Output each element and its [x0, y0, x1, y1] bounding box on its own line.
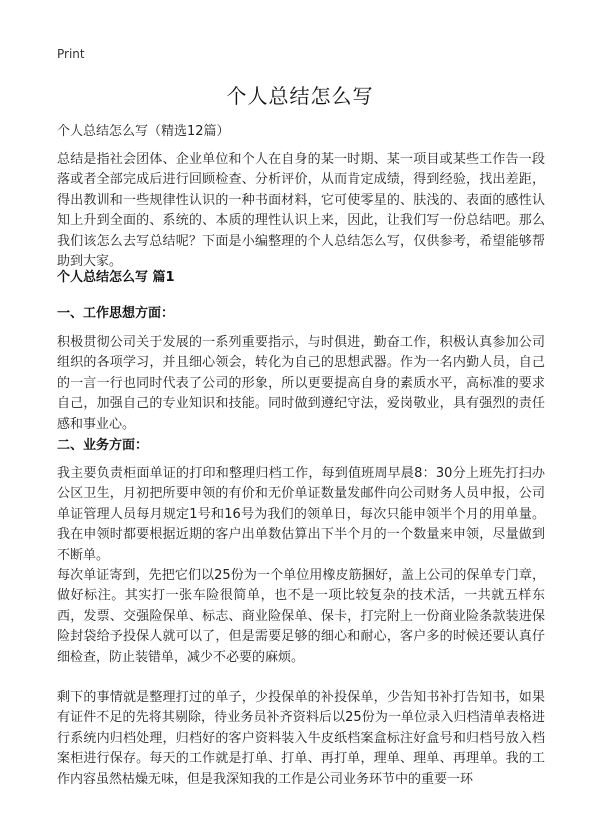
section-heading-work-thinking: 一、工作思想方面： — [57, 306, 175, 321]
intro-paragraph: 总结是指社会团体、企业单位和个人在自身的某一时期、某一项目或某些工作告一段落或者全部完成后进行回顾检查、分析评价，从而肯定成绩，得到经验，找出差距，得出教训和一些规律性认识的一种书面材料，它可使零星的、肤浅的、表面的感性认知上升到全面的、系统的、本质的理性认识上来，因此，让我们写一份总结吧。那么我们该怎么去写总结呢？下面是小编整理的个人总结怎么写，仅供参考，希望能够帮助到大家。 — [57, 152, 545, 270]
page-title: 个人总结怎么写 — [226, 84, 374, 108]
business-paragraph-3: 剩下的事情就是整理打过的单子，少投保单的补投保单，少告知书补打告知书，如果有证件不足的先将其剔除，待业务员补齐资料后以25份为一单位录入归档清单表格进行系统内归档处理，归档好的客户资料装入牛皮纸档案盒标注好盒号和归档号放入档案柜进行保存。每天的工作就是打单、打单、再打单，理单、理单、再理单。我的工作内容虽然枯燥无味，但是我深知我的工作是公司业务环节中的重要一环 — [57, 690, 545, 787]
business-paragraph-2: 每次单证寄到，先把它们以25份为一个单位用橡皮筋捆好，盖上公司的保单专门章，做好标注。其实打一张车险很简单，也不是一项比较复杂的技术活，一共就五样东西，发票、交强险保单、标志、商业险保单、保卡，打完附上一份商业险条款装进保险封袋给予投保人就可以了，但是需要足够的细心和耐心，客户多的时候还要认真仔细检查，防止装错单，减少不必要的麻烦。 — [57, 568, 545, 665]
document-subtitle: 个人总结怎么写（精选12篇） — [57, 124, 230, 139]
print-link[interactable]: Print — [57, 47, 85, 61]
section-heading-business: 二、业务方面： — [57, 438, 149, 453]
business-paragraph-1: 我主要负责柜面单证的打印和整理归档工作，每到值班周早晨8：30分上班先打扫办公区卫生，月初把所要申领的有价和无价单证数量发邮件向公司财务人员申报，公司单证管理人员每月规定1号和16号为我们的领单日，每次只能申领半个月的用单量。我在申领时都要根据近期的客户出单数估算出下半个月的一个数量来申领，尽量做到不断单。 — [57, 466, 545, 563]
article-title: 个人总结怎么写 篇1 — [57, 270, 175, 285]
section-paragraph-work-thinking: 积极贯彻公司关于发展的一系列重要指示，与时俱进，勤奋工作，积极认真参加公司组织的各项学习，并且细心领会，转化为自己的思想武器。作为一名内勤人员，自己的一言一行也同时代表了公司的形象，所以更要提高自身的素质水平，高标准的要求自己，加强自己的专业知识和技能。同时做到遵纪守法，爱岗敬业，具有强烈的责任感和事业心。 — [57, 335, 545, 432]
